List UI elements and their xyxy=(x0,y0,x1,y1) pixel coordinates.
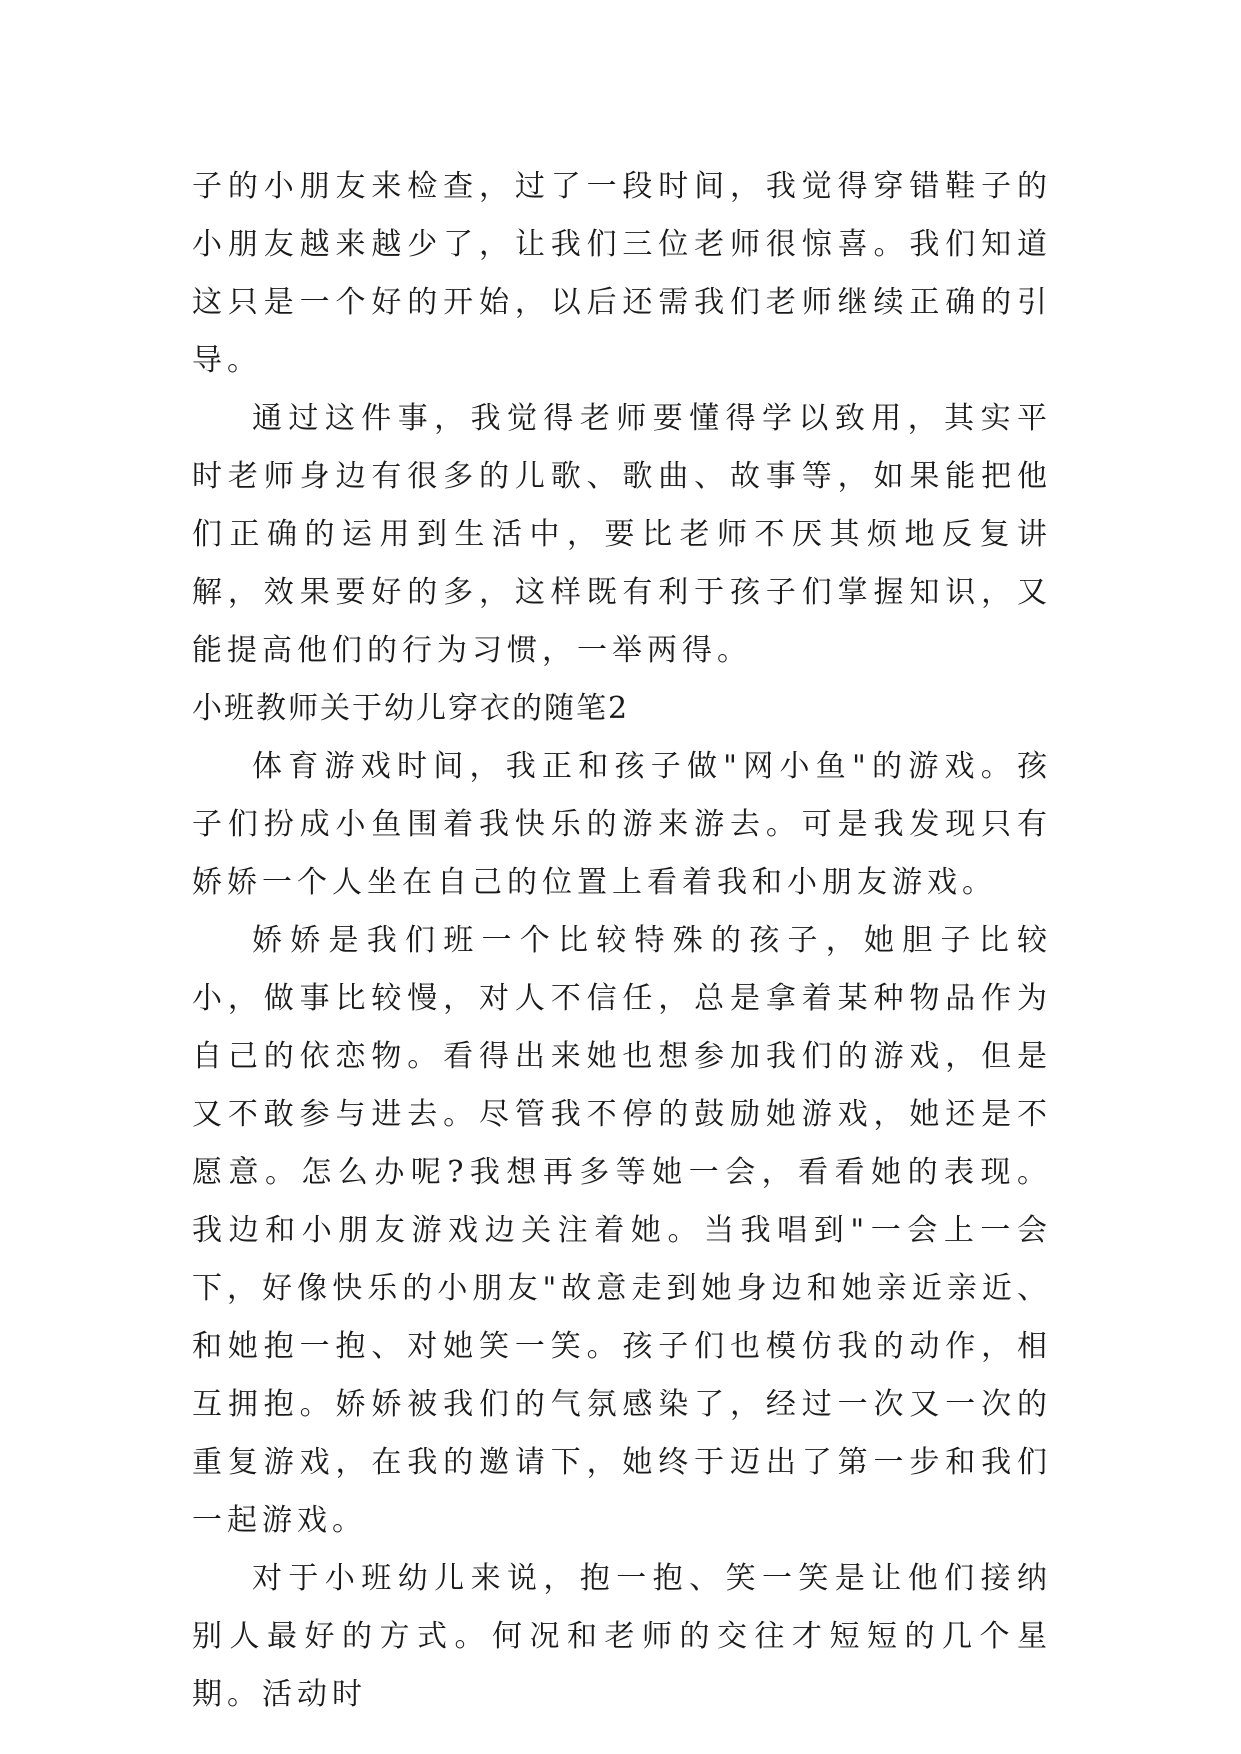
paragraph: 通过这件事，我觉得老师要懂得学以致用，其实平时老师身边有很多的儿歌、歌曲、故事等，如果能把他们正确的运用到生活中，要比老师不厌其烦地反复讲解，效果要好的多，这样既有利于孩子们掌握知识，又能提高他们的行为习惯，一举两得。 xyxy=(192,401,1052,668)
paragraph: 体育游戏时间，我正和孩子做"网小鱼"的游戏。孩子们扮成小鱼围着我快乐的游来游去。可是我发现只有娇娇一个人坐在自己的位置上看着我和小朋友游戏。 xyxy=(192,749,1052,900)
paragraph: 娇娇是我们班一个比较特殊的孩子，她胆子比较小，做事比较慢，对人不信任，总是拿着某种物品作为自己的依恋物。看得出来她也想参加我们的游戏，但是又不敢参与进去。尽管我不停的鼓励她游戏，她还是不愿意。怎么办呢?我想再多等她一会，看看她的表现。我边和小朋友游戏边关注着她。当我唱到"一会上一会下，好像快乐的小朋友"故意走到她身边和她亲近亲近、和她抱一抱、对她笑一笑。孩子们也模仿我的动作，相互拥抱。娇娇被我们的气氛感染了，经过一次又一次的重复游戏，在我的邀请下，她终于迈出了第一步和我们一起游戏。 xyxy=(192,923,1052,1538)
document-body xyxy=(192,158,1052,1724)
paragraph: 对于小班幼儿来说，抱一抱、笑一笑是让他们接纳别人最好的方式。何况和老师的交往才短短的几个星期。活动时 xyxy=(192,1561,1052,1712)
paragraph-continuation: 子的小朋友来检查，过了一段时间，我觉得穿错鞋子的小朋友越来越少了，让我们三位老师很惊喜。我们知道这只是一个好的开始，以后还需我们老师继续正确的引导。 xyxy=(192,169,1052,378)
section-title: 小班教师关于幼儿穿衣的随笔2 xyxy=(192,691,630,726)
